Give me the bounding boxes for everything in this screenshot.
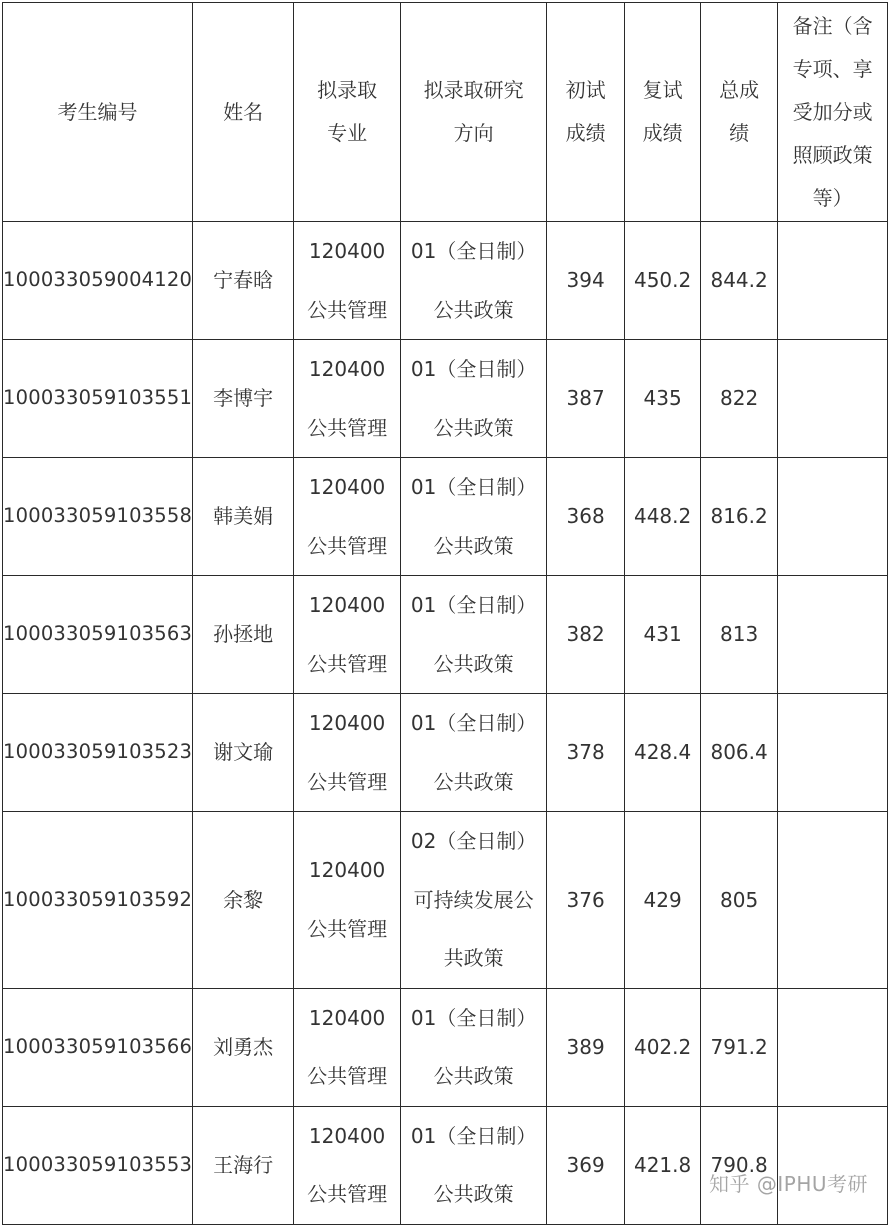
retest-score-cell: 448.2 — [625, 458, 701, 576]
retest-score-cell: 428.4 — [625, 694, 701, 812]
header-initial-score: 初试 成绩 — [547, 3, 625, 222]
remark-cell — [778, 458, 888, 576]
name-cell: 韩美娟 — [193, 458, 294, 576]
name-cell: 宁春晗 — [193, 222, 294, 340]
major-cell: 120400 公共管理 — [294, 576, 401, 694]
header-candidate-id: 考生编号 — [3, 3, 193, 222]
retest-score-cell: 435 — [625, 340, 701, 458]
table-row — [3, 812, 888, 989]
header-remark: 备注（含 专项、享 受加分或 照顾政策 等） — [778, 3, 888, 222]
initial-score-cell: 387 — [547, 340, 625, 458]
remark-cell — [778, 1106, 888, 1224]
retest-score-cell: 450.2 — [625, 222, 701, 340]
total-score-cell: 813 — [701, 576, 778, 694]
total-score-cell: 805 — [701, 812, 778, 989]
initial-score-cell: 378 — [547, 694, 625, 812]
direction-cell: 01（全日制） 公共政策 — [401, 576, 547, 694]
total-score-cell: 816.2 — [701, 458, 778, 576]
candidate-id-cell: 100033059103563 — [3, 576, 193, 694]
table-row — [3, 340, 888, 458]
initial-score-cell: 368 — [547, 458, 625, 576]
major-cell: 120400 公共管理 — [294, 340, 401, 458]
initial-score-cell: 389 — [547, 988, 625, 1106]
table-row — [3, 988, 888, 1106]
direction-cell: 01（全日制） 公共政策 — [401, 340, 547, 458]
remark-cell — [778, 340, 888, 458]
table-row — [3, 1106, 888, 1224]
table-row — [3, 222, 888, 340]
admission-table — [2, 2, 888, 1225]
total-score-cell: 844.2 — [701, 222, 778, 340]
watermark-text: 知乎 @IPHU考研 — [709, 1172, 868, 1196]
candidate-id-cell: 100033059004120 — [3, 222, 193, 340]
candidate-id-cell: 100033059103558 — [3, 458, 193, 576]
direction-cell: 01（全日制） 公共政策 — [401, 458, 547, 576]
total-score-cell: 791.2 — [701, 988, 778, 1106]
header-total-score: 总成 绩 — [701, 3, 778, 222]
direction-cell: 01（全日制） 公共政策 — [401, 1106, 547, 1224]
retest-score-cell: 421.8 — [625, 1106, 701, 1224]
major-cell: 120400 公共管理 — [294, 222, 401, 340]
major-cell: 120400 公共管理 — [294, 812, 401, 989]
name-cell: 王海行 — [193, 1106, 294, 1224]
initial-score-cell: 369 — [547, 1106, 625, 1224]
name-cell: 余黎 — [193, 812, 294, 989]
remark-cell — [778, 576, 888, 694]
table-header-row — [3, 3, 888, 222]
major-cell: 120400 公共管理 — [294, 458, 401, 576]
direction-cell: 01（全日制） 公共政策 — [401, 988, 547, 1106]
candidate-id-cell: 100033059103553 — [3, 1106, 193, 1224]
header-direction: 拟录取研究 方向 — [401, 3, 547, 222]
retest-score-cell: 402.2 — [625, 988, 701, 1106]
initial-score-cell: 382 — [547, 576, 625, 694]
candidate-id-cell: 100033059103523 — [3, 694, 193, 812]
remark-cell — [778, 988, 888, 1106]
name-cell: 李博宇 — [193, 340, 294, 458]
table-row — [3, 576, 888, 694]
remark-cell — [778, 222, 888, 340]
retest-score-cell: 429 — [625, 812, 701, 989]
candidate-id-cell: 100033059103551 — [3, 340, 193, 458]
total-score-cell: 822 — [701, 340, 778, 458]
header-retest-score: 复试 成绩 — [625, 3, 701, 222]
name-cell: 刘勇杰 — [193, 988, 294, 1106]
table-row — [3, 458, 888, 576]
name-cell: 谢文瑜 — [193, 694, 294, 812]
total-score-cell: 806.4 — [701, 694, 778, 812]
initial-score-cell: 394 — [547, 222, 625, 340]
remark-cell — [778, 694, 888, 812]
direction-cell: 02（全日制） 可持续发展公 共政策 — [401, 812, 547, 989]
remark-cell — [778, 812, 888, 989]
table-row — [3, 694, 888, 812]
initial-score-cell: 376 — [547, 812, 625, 989]
candidate-id-cell: 100033059103592 — [3, 812, 193, 989]
direction-cell: 01（全日制） 公共政策 — [401, 694, 547, 812]
major-cell: 120400 公共管理 — [294, 1106, 401, 1224]
name-cell: 孙拯地 — [193, 576, 294, 694]
major-cell: 120400 公共管理 — [294, 988, 401, 1106]
header-major: 拟录取 专业 — [294, 3, 401, 222]
candidate-id-cell: 100033059103566 — [3, 988, 193, 1106]
major-cell: 120400 公共管理 — [294, 694, 401, 812]
direction-cell: 01（全日制） 公共政策 — [401, 222, 547, 340]
header-name: 姓名 — [193, 3, 294, 222]
total-score-cell: 790.8 — [701, 1106, 778, 1224]
retest-score-cell: 431 — [625, 576, 701, 694]
